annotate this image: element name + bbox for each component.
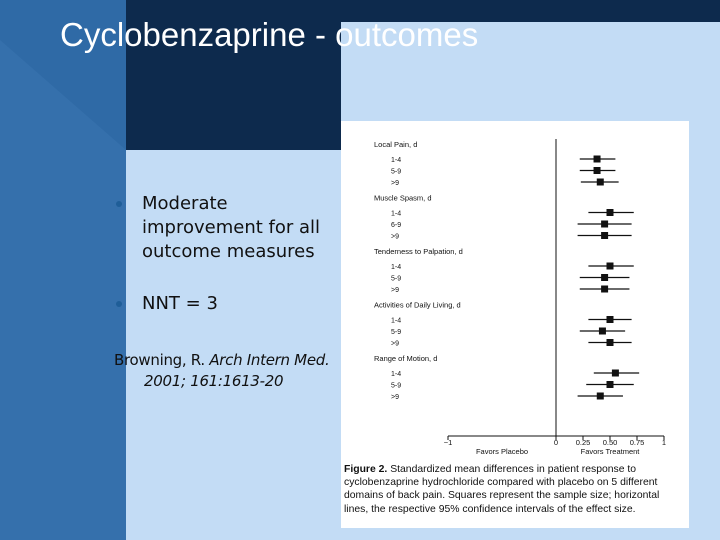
citation-details: 2001; 161:1613-20 [144, 372, 284, 390]
row-label: 1-4 [391, 264, 402, 271]
point-estimate [607, 381, 614, 388]
row-label: >9 [391, 180, 399, 187]
group-label: Muscle Spasm, d [374, 193, 432, 203]
bullet-item-nnt [114, 292, 346, 316]
x-tick-label: 0 [553, 438, 559, 447]
point-estimate [607, 263, 614, 270]
x-tick-label: 0.75 [629, 438, 645, 447]
bullet-dot-icon [116, 301, 122, 307]
row-label: >9 [391, 233, 399, 241]
forest-plot-figure [341, 121, 689, 528]
point-estimate [601, 274, 608, 281]
forest-plot [341, 121, 689, 461]
bullet-dot-icon [116, 201, 122, 207]
x-tick-label: 0.25 [575, 438, 591, 447]
row-label: 1-4 [391, 371, 402, 378]
point-estimate [607, 209, 614, 216]
group-label: Range of Motion, d [374, 354, 438, 363]
row-label: >9 [391, 394, 399, 401]
x-tick-label: 1 [661, 438, 667, 447]
bullet-text: NNT = 3 [142, 293, 218, 314]
favors-treatment-label: Favors Treatment [580, 447, 640, 456]
row-label: 1-4 [391, 317, 402, 325]
point-estimate [601, 221, 608, 228]
point-estimate [597, 393, 604, 400]
caption-text: Standardized mean differences in patient response to cyclobenzaprine hydrochloride compared with placebo on 5 different domains of back pain. Squares represent the sample size; horizontal lines, the respective 95% confidence intervals of the effect size. [344, 464, 660, 515]
group-label: Activities of Daily Living, d [374, 300, 461, 310]
row-label: 1-4 [391, 157, 402, 164]
caption-label: Figure 2. [344, 464, 388, 475]
citation [114, 350, 354, 392]
bullet-list [114, 192, 346, 316]
figure-caption [344, 463, 684, 516]
row-label: 5-9 [391, 168, 402, 176]
x-tick-label: 0.50 [602, 438, 618, 447]
point-estimate [607, 316, 614, 323]
point-estimate [612, 370, 619, 377]
row-label: 6-9 [391, 222, 402, 229]
point-estimate [594, 167, 601, 174]
slide-title: Cyclobenzaprine - outcomes [60, 16, 479, 53]
favors-placebo-label: Favors Placebo [475, 447, 529, 456]
row-label: 1-4 [391, 210, 402, 218]
group-label: Tenderness to Palpation, d [374, 247, 463, 256]
row-label: 5-9 [391, 382, 402, 390]
point-estimate [597, 179, 604, 186]
point-estimate [607, 339, 614, 346]
row-label: >9 [391, 287, 399, 294]
citation-author: Browning, R. [114, 351, 205, 369]
bullet-item-improvement [114, 192, 346, 264]
row-label: 5-9 [391, 329, 402, 336]
citation-journal: Arch Intern Med. [209, 351, 330, 369]
bullet-text: Moderate improvement for all outcome measures [142, 193, 321, 262]
point-estimate [594, 156, 601, 163]
x-tick-label: −1 [443, 438, 453, 447]
point-estimate [601, 232, 608, 239]
row-label: 5-9 [391, 275, 402, 283]
group-label: Local Pain, d [374, 140, 418, 149]
point-estimate [599, 328, 606, 335]
row-label: >9 [391, 340, 399, 348]
point-estimate [601, 286, 608, 293]
